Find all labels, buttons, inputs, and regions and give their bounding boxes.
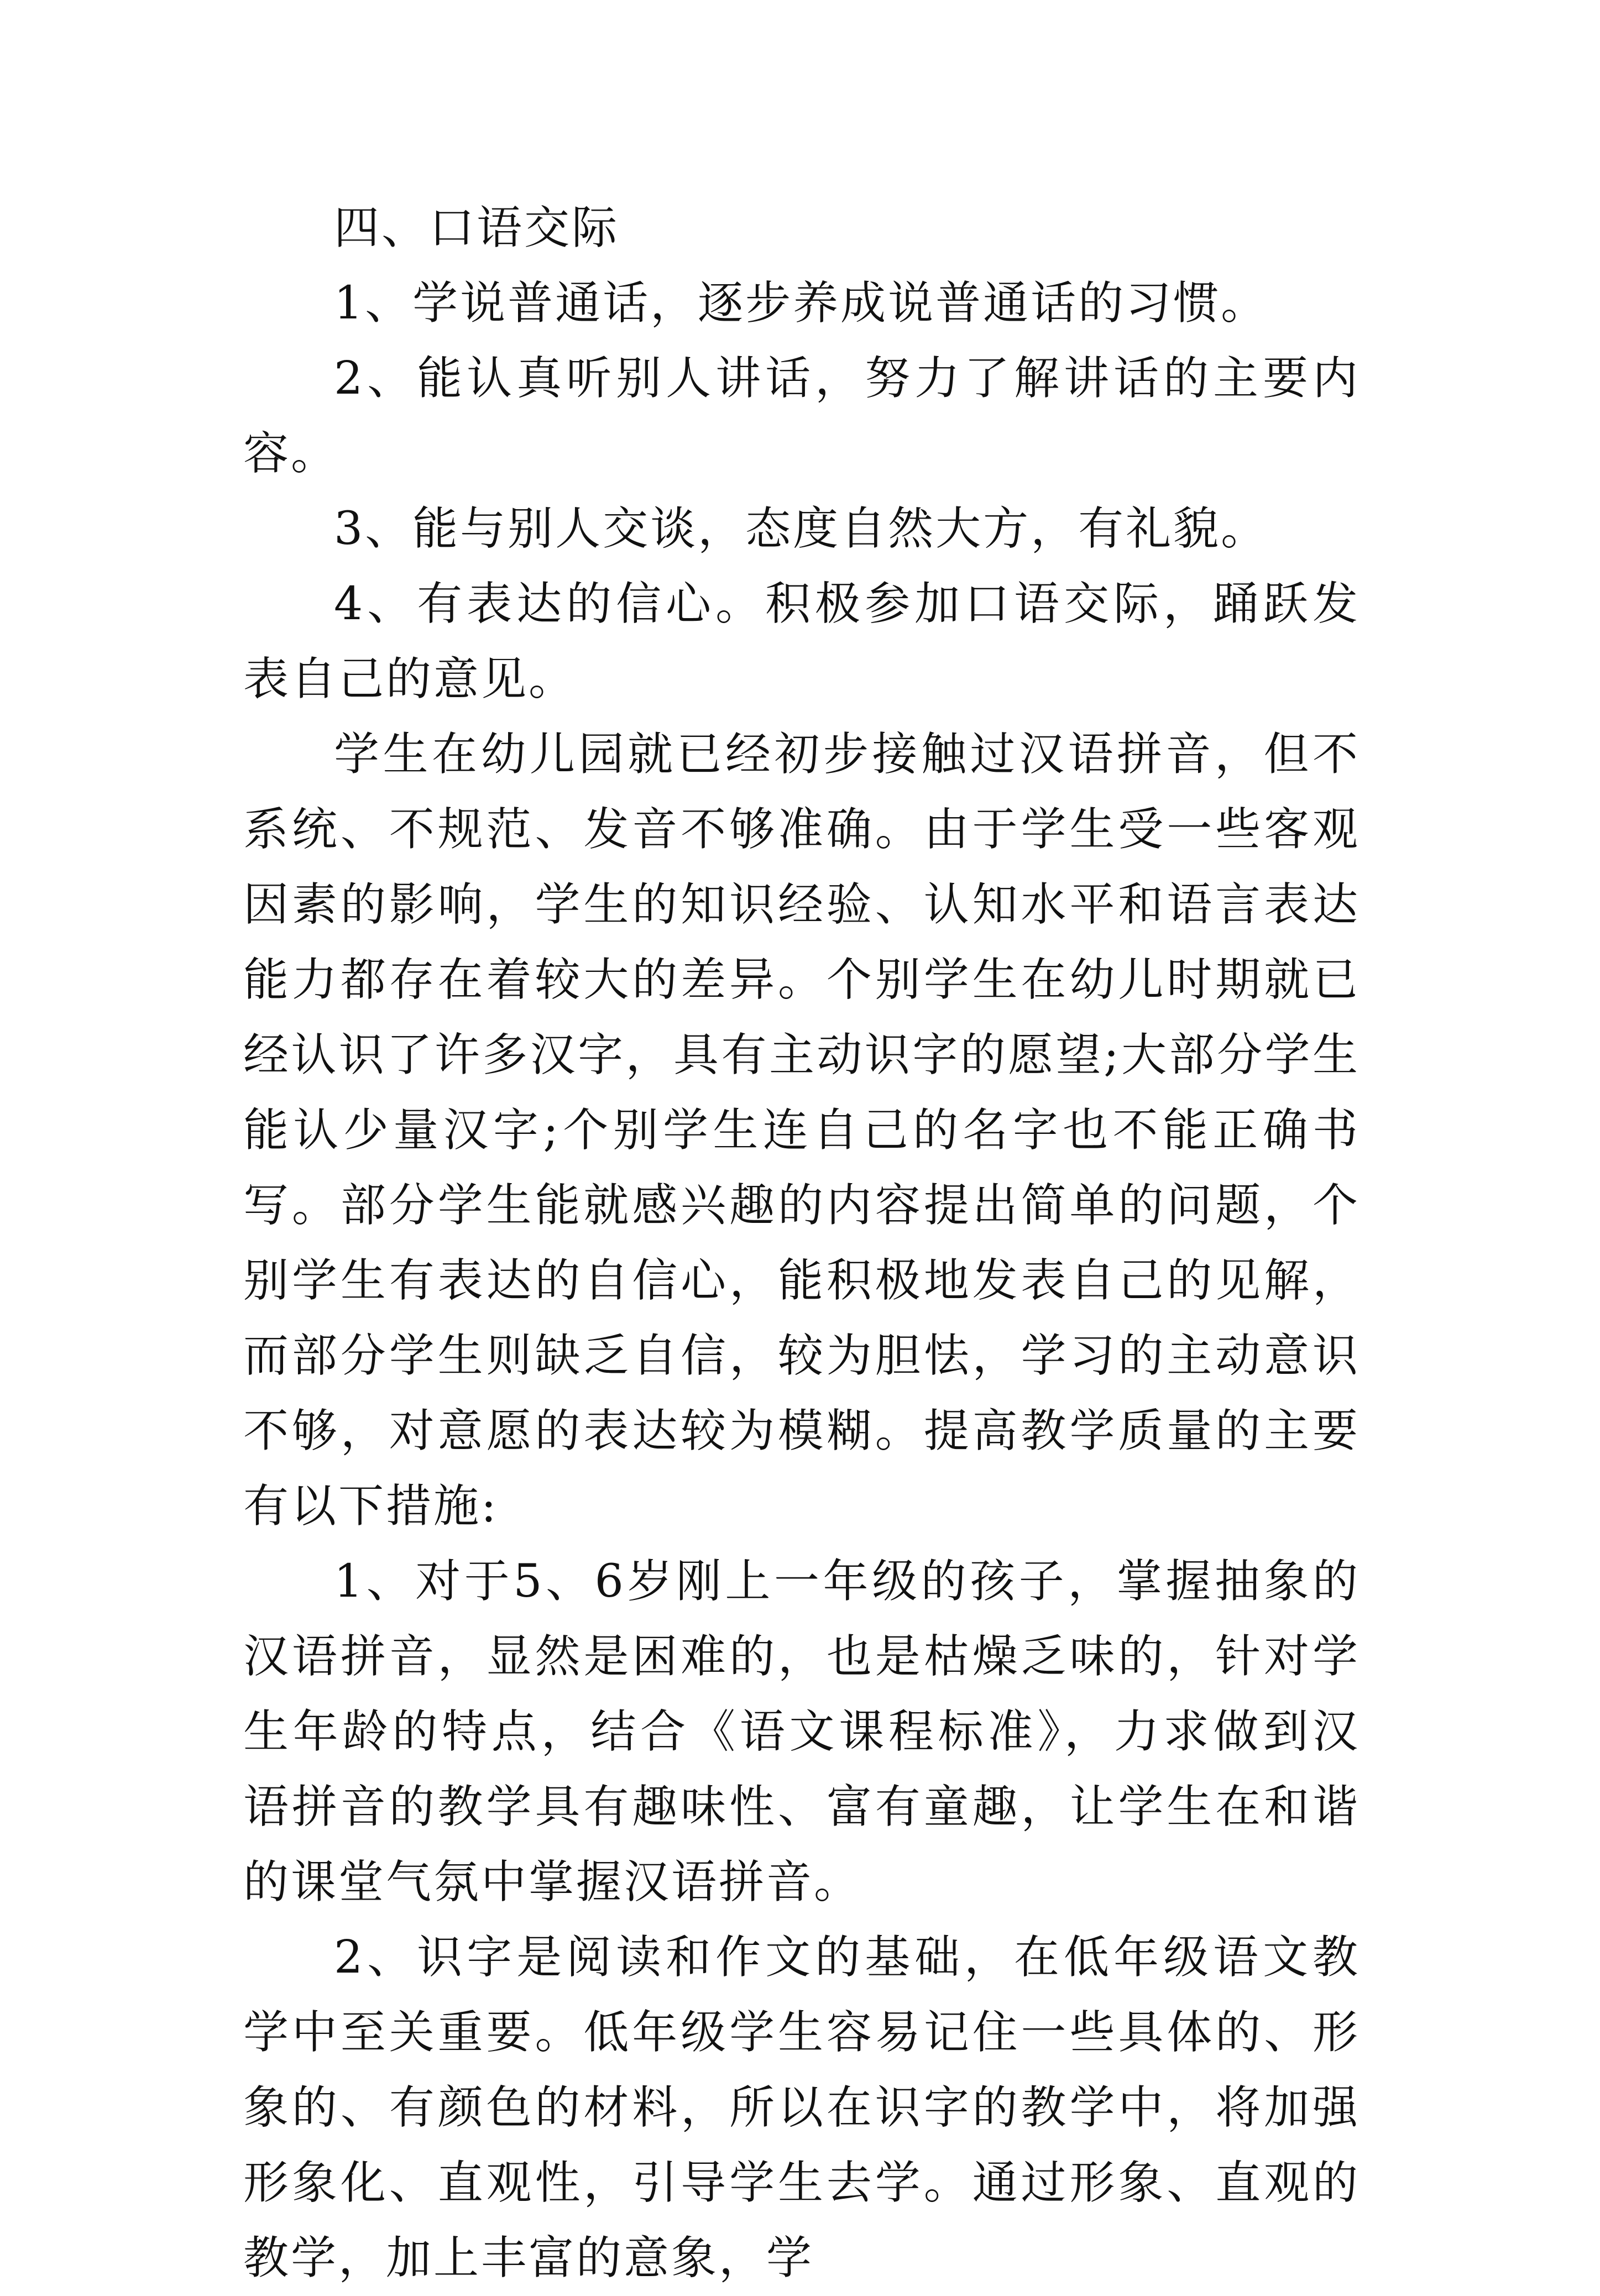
paragraph: 2、能认真听别人讲话，努力了解讲话的主要内容。 [243, 352, 1360, 480]
section-heading: 四、口语交际 [334, 202, 620, 254]
paragraph: 4、有表达的信心。积极参加口语交际，踊跃发表自己的意见。 [243, 578, 1360, 705]
paragraph: 1、对于5、6岁刚上一年级的孩子，掌握抽象的汉语拼音，显然是困难的，也是枯燥乏味的，针对学生年龄的特点，结合《语文课程标准》，力求做到汉语拼音的教学具有趣味性、富有童趣，让学生在和谐的课堂气氛中掌握汉语拼音。 [243, 1555, 1360, 1908]
paragraph: 学生在幼儿园就已经初步接触过汉语拼音，但不系统、不规范、发音不够准确。由于学生受一些客观因素的影响，学生的知识经验、认知水平和语言表达能力都存在着较大的差异。个别学生在幼儿时期就已经认识了许多汉字，具有主动识字的愿望;大部分学生能认少量汉字;个别学生连自己的名字也不能正确书写。部分学生能就感兴趣的内容提出简单的问题，个别学生有表达的自信心，能积极地发表自己的见解，而部分学生则缺乏自信，较为胆怯，学习的主动意识不够，对意愿的表达较为模糊。提高教学质量的主要有以下措施: [243, 728, 1360, 1533]
document-body [243, 191, 1360, 2296]
paragraph: 2、识字是阅读和作文的基础，在低年级语文教学中至关重要。低年级学生容易记住一些具体的、形象的、有颜色的材料，所以在识字的教学中，将加强形象化、直观性，引导学生去学。通过形象、直观的教学，加上丰富的意象，学 [243, 1931, 1360, 2284]
paragraph: 3、能与别人交谈，态度自然大方，有礼貌。 [334, 503, 1269, 555]
paragraph: 1、学说普通话，逐步养成说普通话的习惯。 [334, 277, 1269, 330]
